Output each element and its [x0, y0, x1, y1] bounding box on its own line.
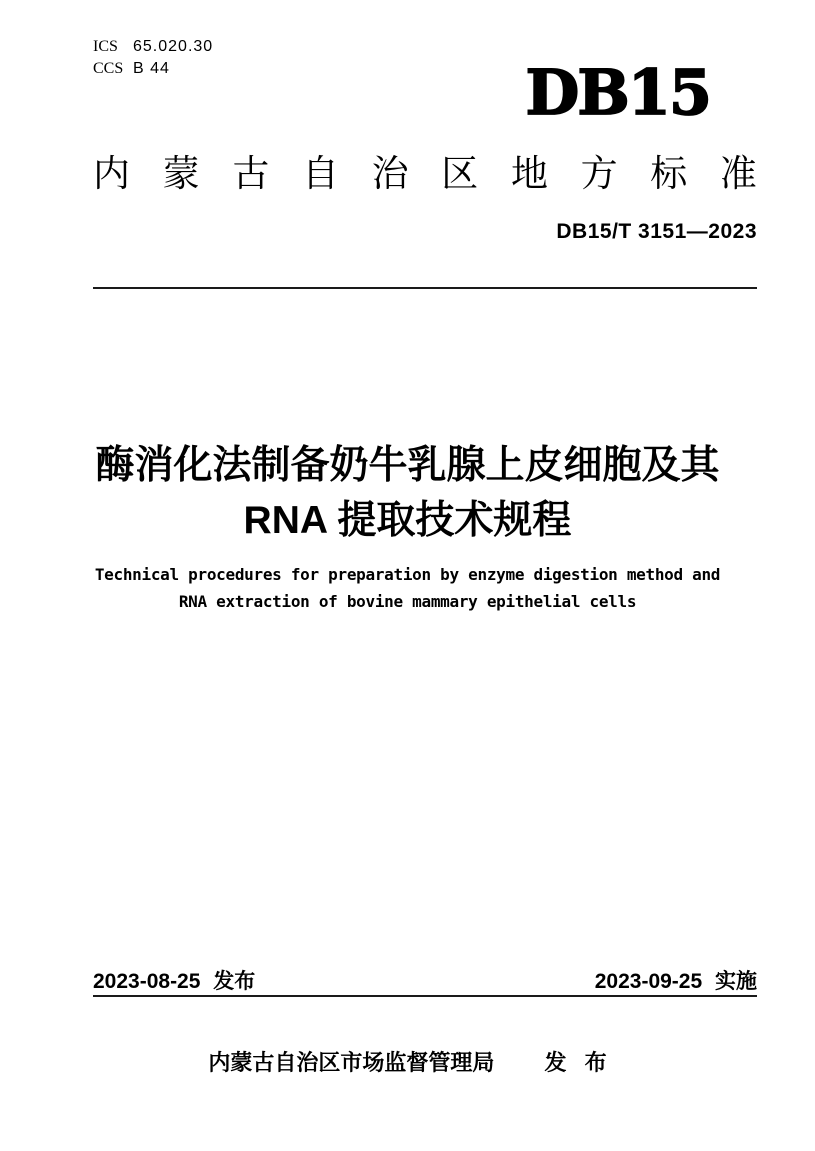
document-title-chinese [0, 438, 815, 548]
implement-date-group [595, 965, 757, 995]
standard-type-char: 治 [371, 153, 409, 194]
issue-date-group [93, 965, 255, 995]
footer-rule [93, 995, 757, 997]
document-title-english [0, 561, 815, 615]
header-rule [93, 287, 757, 289]
issue-date-label: 发布 [213, 970, 256, 993]
standard-type-char: 标 [650, 153, 688, 194]
publish-label: 发 布 [544, 1050, 607, 1075]
db15-logo: DB15 [525, 56, 710, 129]
title-line-2: RNA 提取技术规程 [243, 499, 572, 542]
standard-type-char: 区 [441, 153, 479, 194]
ics-value: 65.020.30 [133, 38, 214, 55]
implement-date: 2023-09-25 [594, 970, 703, 993]
title-line-1: 酶消化法制备奶牛乳腺上皮细胞及其 [95, 444, 720, 487]
ccs-code-row [93, 58, 213, 80]
standard-type-char: 方 [580, 153, 618, 194]
date-row [93, 965, 757, 995]
standard-type-char: 蒙 [162, 153, 200, 194]
implement-date-label: 实施 [715, 970, 757, 993]
english-title-line-1: Technical procedures for preparation by enzyme digestion method and [94, 565, 721, 584]
standard-type-char: 古 [232, 153, 270, 194]
standard-type-char: 准 [719, 153, 757, 194]
standard-type-char: 内 [93, 153, 130, 194]
classification-codes [93, 36, 213, 80]
english-title-line-2: RNA extraction of bovine mammary epithelial cells [178, 592, 637, 611]
ics-label: ICS [93, 38, 118, 55]
issue-date: 2023-08-25 [93, 970, 201, 993]
publisher-name: 内蒙古自治区市场监督管理局 [208, 1050, 495, 1075]
ccs-label: CCS [93, 60, 124, 77]
standard-type-char: 自 [301, 153, 339, 194]
standard-type-title [93, 151, 757, 197]
publisher-row [0, 1046, 815, 1077]
ccs-value: B 44 [133, 60, 170, 77]
ics-code-row [93, 36, 213, 58]
standard-number: DB15/T 3151—2023 [556, 220, 757, 243]
standard-type-char: 地 [510, 153, 548, 194]
